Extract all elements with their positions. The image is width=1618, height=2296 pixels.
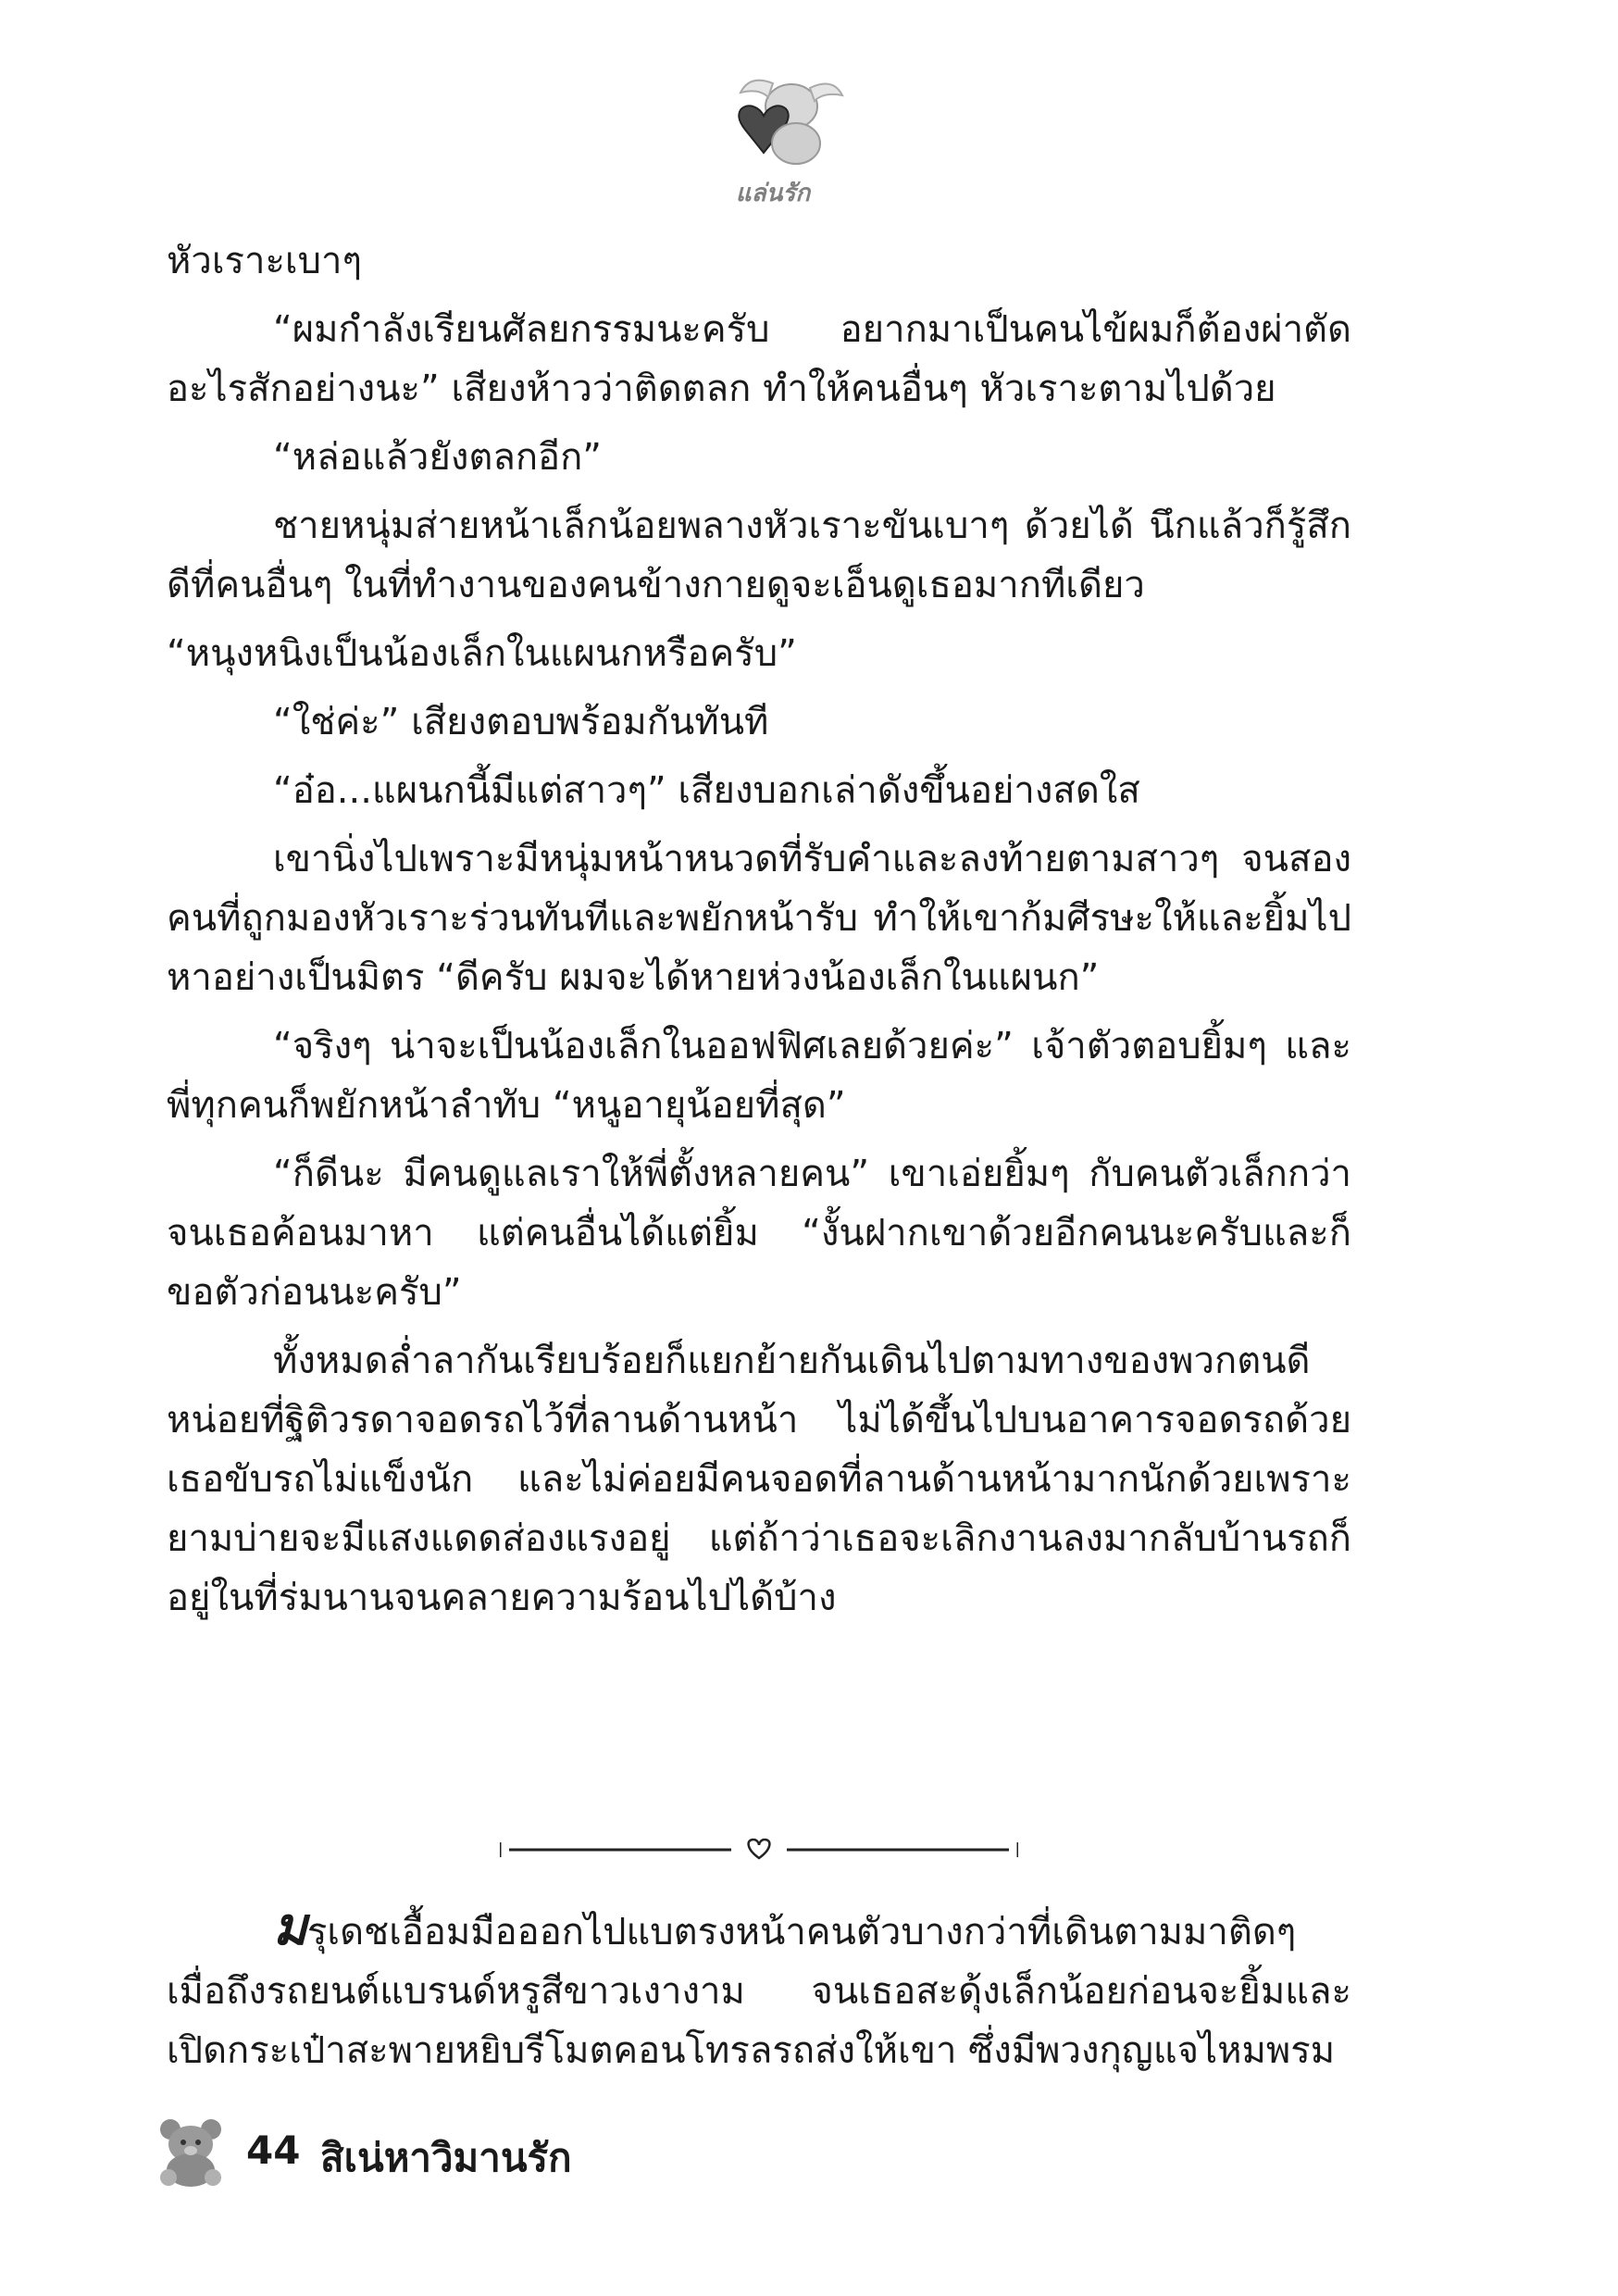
page-number: 44 [246,2128,301,2173]
logo-text: แล่นรัก [735,180,811,207]
paragraph: “ใช่ค่ะ” เสียงตอบพร้อมกันทันที [273,701,769,743]
paragraph: ทั้งหมดล่ำลากันเรียบร้อยก็แยกย้ายกันเดินไปตามทางของพวกตนดีหน่อยที่ฐิติวรดาจอดรถไว้ที่ลานด้านหน้า ไม่ได้ขึ้นไปบนอาคารจอดรถด้วยเธอขับรถไม่แข็งนัก และไม่ค่อยมีคนจอดที่ลานด้านหน้ามากนักด้วยเพราะยามบ่ายจะมีแสงแดดส่องแรงอยู่ แต่ถ้าว่าเธอจะเลิกงานลงมากลับบ้านรถก็อยู่ในที่ร่มนานจนคลายความร้อนไปได้บ้าง [167,1340,1351,1619]
section-two [167,1897,1351,2090]
teddy-bear-icon [154,2116,228,2187]
paragraph: หัวเราะเบาๆ [167,240,362,282]
section-divider [500,1838,1018,1862]
drop-cap: ม [273,1897,307,1957]
page-body [167,231,1351,1637]
paragraph: “ผมกำลังเรียนศัลยกรรมนะครับ อยากมาเป็นคนไข้ผมก็ต้องผ่าตัดอะไรสักอย่างนะ” เสียงห้าวว่าติดตลก ทำให้คนอื่นๆ หัวเราะตามไปด้วย [167,308,1351,410]
header-logo [694,65,852,207]
page-footer [154,2116,802,2187]
paragraph: “จริงๆ น่าจะเป็นน้องเล็กในออฟฟิศเลยด้วยค่ะ” เจ้าตัวตอบยิ้มๆ และพี่ทุกคนก็พยักหน้าลำทับ “หนูอายุน้อยที่สุด” [167,1025,1351,1127]
heart-icon [749,1840,770,1858]
paragraph: เขานิ่งไปเพราะมีหนุ่มหน้าหนวดที่รับคำและลงท้ายตามสาวๆ จนสองคนที่ถูกมองหัวเราะร่วนทันทีและพยักหน้ารับ ทำให้เขาก้มศีรษะให้และยิ้มไปหาอย่างเป็นมิตร “ดีครับ ผมจะได้หายห่วงน้องเล็กในแผนก” [167,838,1351,999]
book-title: สิเน่หาวิมานรัก [320,2135,572,2180]
paragraph: “หล่อแล้วยังตลกอีก” [273,436,603,479]
paragraph: “หนุงหนิงเป็นน้องเล็กในแผนกหรือครับ” [167,632,797,675]
paragraph: “ก็ดีนะ มีคนดูแลเราให้พี่ตั้งหลายคน” เขาเอ่ยยิ้มๆ กับคนตัวเล็กกว่าจนเธอค้อนมาหา แต่คนอื่นได้แต่ยิ้ม “งั้นฝากเขาด้วยอีกคนนะครับและก็ขอตัวก่อนนะครับ” [167,1153,1351,1314]
paragraph: “อ๋อ...แผนกนี้มีแต่สาวๆ” เสียงบอกเล่าดังขึ้นอย่างสดใส [273,769,1140,812]
paragraph: ชายหนุ่มส่ายหน้าเล็กน้อยพลางหัวเราะขันเบาๆ ด้วยได้ นึกแล้วก็รู้สึกดีที่คนอื่นๆ ในที่ทำงานของคนข้างกายดูจะเอ็นดูเธอมากทีเดียว [167,505,1351,606]
paragraph [167,1897,1351,2080]
paragraph-text: รุเดชเอื้อมมือออกไปแบตรงหน้าคนตัวบางกว่าที่เดินตามมาติดๆ เมื่อถึงรถยนต์แบรนด์หรูสีขาวเงางาม จนเธอสะดุ้งเล็กน้อยก่อนจะยิ้มและเปิดกระเป๋าสะพายหยิบรีโมตคอนโทรลรถส่งให้เขา ซึ่งมีพวงกุญแจไหมพรม [167,1911,1351,2072]
cupid-heart-icon [694,65,852,176]
